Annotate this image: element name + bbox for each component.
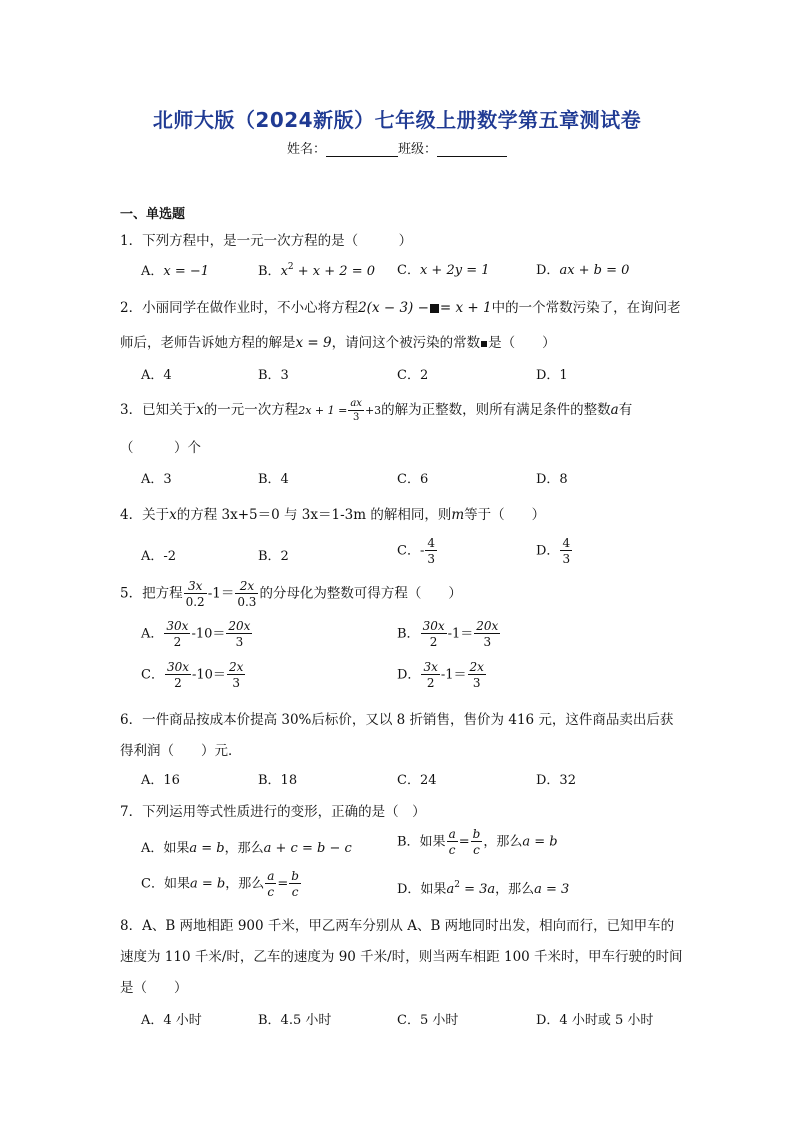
- q2-text-5: 是（ ）: [488, 335, 556, 351]
- q4-text-3: 等于（ ）: [464, 507, 546, 523]
- question-2-line-2: [120, 331, 556, 351]
- q7-option-a-condition: a = b: [189, 841, 225, 856]
- q5-fraction-2: [235, 580, 258, 608]
- q4-option-d-denominator: 3: [562, 552, 571, 566]
- q5-text-1: 5．把方程: [120, 585, 183, 602]
- q3-text-3: 的解为正整数，则所有满足条件的整数: [381, 402, 611, 418]
- q5-option-d: [397, 661, 487, 689]
- q3-equation-right: +3: [364, 404, 382, 417]
- q5-option-b: [397, 620, 501, 648]
- question-1-stem: 1．下列方程中，是一元一次方程的是（ ）: [120, 233, 413, 249]
- q5-option-d-denominator-2: 3: [472, 676, 481, 690]
- q5-fraction-1: [184, 580, 207, 608]
- q5-option-c-numerator-2: 2x: [228, 660, 244, 674]
- q4-option-c-fraction: [425, 537, 437, 565]
- question-8-line-3: 是（ ）: [120, 980, 188, 996]
- q4-option-a: A．-2: [141, 549, 177, 564]
- name-label: 姓名：: [286, 142, 326, 157]
- q4-option-d-fraction: [560, 537, 572, 565]
- q4-option-d: [536, 537, 573, 565]
- q2-equation-right: = x + 1: [439, 300, 492, 316]
- q5-option-d-middle: -1＝: [440, 667, 467, 683]
- q5-fraction-1-denominator: 0.2: [185, 595, 205, 609]
- q8-option-a: A．4 小时: [141, 1013, 202, 1028]
- q1-option-d-letter: D．: [536, 263, 560, 278]
- q3-text-1: 3．已知关于: [120, 402, 197, 418]
- q5-option-c: [141, 661, 246, 689]
- q1-option-a: [141, 260, 209, 279]
- q8-option-b: B．4.5 小时: [258, 1013, 332, 1028]
- smudge-icon: [430, 304, 439, 313]
- q5-option-d-fraction-1: [421, 661, 439, 689]
- q1-option-a-letter: A．: [141, 264, 164, 279]
- q2-option-d: D．1: [536, 368, 568, 383]
- q4-text-2: 的方程 3x+5＝0 与 3x＝1-3m 的解相同，则: [176, 507, 452, 523]
- q5-option-b-letter: B．: [397, 626, 420, 642]
- q4-option-c-letter: C．: [397, 543, 420, 559]
- q5-fraction-2-denominator: 0.3: [237, 595, 257, 609]
- question-8-line-1: 8．A、B 两地相距 900 千米，甲乙两车分别从 A、B 两地同时出发，相向而行，已知甲车的: [120, 918, 675, 934]
- q7-option-c-fraction-2: [289, 870, 301, 898]
- q2-option-b: B．3: [258, 368, 289, 383]
- q5-option-a: [141, 620, 253, 648]
- question-6-line-2: 得利润（ ）元．: [120, 743, 242, 759]
- q7-option-c-equals: =: [277, 876, 289, 892]
- q5-option-b-fraction-1: [421, 620, 447, 648]
- smudge-icon: [481, 341, 487, 347]
- q3-option-c: C．6: [397, 472, 429, 487]
- q7-option-b-numerator-2: b: [472, 827, 481, 841]
- q7-option-c-text-1: C．如果: [141, 876, 190, 892]
- q7-option-c-condition: a = b: [189, 876, 226, 892]
- q5-option-c-denominator-1: 2: [174, 676, 182, 690]
- q2-text-1: 2．小丽同学在做作业时，不小心将方程: [120, 300, 359, 316]
- q4-option-c: [397, 537, 438, 565]
- q7-option-c-numerator-1: a: [267, 869, 275, 883]
- question-3-line-2: （ ）个: [120, 440, 201, 456]
- q5-option-c-middle: -10＝: [192, 667, 226, 683]
- q4-option-c-denominator: 3: [427, 552, 435, 566]
- q3-variable-x: x: [196, 402, 204, 418]
- q7-option-b-text-2: ，那么: [483, 834, 523, 850]
- q1-option-c-expr: x + 2y = 1: [419, 263, 490, 278]
- q7-option-c-numerator-2: b: [291, 869, 299, 883]
- q7-option-c-fraction-1: [265, 870, 276, 898]
- question-2-line-1: [120, 296, 681, 316]
- q5-option-c-fraction-2: [227, 661, 245, 689]
- q1-option-b-exponent: 2: [287, 262, 294, 272]
- q5-text-3: 的分母化为整数可得方程（ ）: [259, 585, 462, 602]
- q5-option-c-letter: C．: [141, 667, 164, 683]
- question-5-stem: [120, 580, 462, 608]
- q3-option-d: D．8: [536, 472, 568, 487]
- q2-option-a: A．4: [141, 368, 172, 383]
- q5-text-2: -1＝: [207, 585, 235, 602]
- q3-text-2: 的一元一次方程: [203, 402, 299, 418]
- q7-option-d-text-1: D．如果: [397, 882, 447, 897]
- q5-option-d-numerator-2: 2x: [469, 660, 484, 674]
- q5-option-a-fraction-2: [226, 620, 252, 648]
- q7-option-b-result: a = b: [522, 834, 558, 850]
- q7-option-c-denominator-1: c: [267, 885, 275, 899]
- q4-option-c-sign: -: [419, 543, 425, 559]
- q5-option-d-letter: D．: [397, 667, 421, 683]
- q5-option-d-numerator-1: 3x: [423, 660, 438, 674]
- q5-option-b-numerator-2: 20x: [476, 619, 499, 633]
- q2-option-c: C．2: [397, 368, 429, 383]
- q3-fraction-numerator: ax: [350, 397, 362, 409]
- q7-option-b-text-1: B．如果: [397, 834, 446, 850]
- q5-option-a-letter: A．: [141, 626, 164, 642]
- q1-option-d: [536, 259, 629, 278]
- question-3-line-1: [120, 398, 632, 423]
- q5-option-a-numerator-1: 30x: [166, 619, 189, 633]
- q5-option-a-denominator-1: 2: [173, 635, 182, 649]
- q1-option-b-letter: B．: [258, 264, 281, 279]
- q7-option-b-equals: =: [458, 834, 470, 850]
- q7-option-b-denominator-1: c: [448, 843, 456, 857]
- q5-option-a-denominator-2: 3: [235, 635, 244, 649]
- name-blank: [326, 142, 398, 157]
- q3-option-b: B．4: [258, 472, 289, 487]
- q4-variable-m: m: [451, 507, 465, 523]
- q5-option-c-denominator-2: 3: [232, 676, 240, 690]
- q5-option-b-denominator-1: 2: [429, 635, 438, 649]
- q1-option-a-expr: x = −1: [163, 264, 210, 279]
- q7-option-b-fraction-2: [471, 828, 483, 856]
- q7-option-b: [397, 828, 558, 856]
- q5-option-c-numerator-1: 30x: [166, 660, 189, 674]
- q7-option-d: [397, 878, 569, 897]
- question-4-stem: [120, 503, 545, 523]
- q2-equation-left: 2(x − 3) −: [358, 300, 429, 316]
- q8-option-c: C．5 小时: [397, 1013, 459, 1028]
- q4-option-d-letter: D．: [536, 543, 560, 559]
- q7-option-a-text-1: A．如果: [141, 841, 190, 856]
- q7-option-d-base: a: [446, 882, 455, 897]
- question-7-stem: 7．下列运用等式性质进行的变形，正确的是（ ）: [120, 804, 426, 820]
- q4-option-c-numerator: 4: [427, 536, 435, 550]
- q7-option-a-text-2: ，那么: [224, 841, 264, 856]
- q5-option-b-denominator-2: 3: [483, 635, 492, 649]
- q3-option-a: A．3: [141, 472, 172, 487]
- q3-fraction-denominator: 3: [352, 411, 360, 423]
- q5-option-a-fraction-1: [164, 620, 190, 648]
- q1-option-b-rest: + x + 2 = 0: [293, 264, 375, 279]
- q1-option-d-expr: ax + b = 0: [559, 263, 630, 278]
- q4-variable-x: x: [169, 507, 177, 523]
- q3-text-4: 有: [618, 402, 633, 418]
- q2-text-4: ，请问这个被污染的常数: [331, 335, 481, 351]
- q5-option-b-middle: -1＝: [447, 626, 474, 642]
- q5-option-d-denominator-1: 2: [426, 676, 435, 690]
- q7-option-a-result: a + c = b − c: [263, 841, 352, 856]
- q5-option-a-middle: -10＝: [191, 626, 226, 642]
- q3-equation-left: 2x + 1 =: [298, 404, 348, 417]
- q3-fraction: [348, 399, 364, 423]
- q7-option-b-denominator-2: c: [473, 843, 480, 857]
- q7-option-c-text-2: ，那么: [225, 876, 265, 892]
- student-info: [0, 138, 794, 157]
- q5-fraction-2-numerator: 2x: [235, 580, 258, 594]
- q7-option-a: [141, 837, 352, 856]
- q4-option-b: B．2: [258, 549, 289, 564]
- class-label: 班级：: [398, 142, 438, 157]
- q6-option-b: B．18: [258, 773, 298, 788]
- q6-option-c: C．24: [397, 773, 437, 788]
- page-title: 北师大版（2024新版）七年级上册数学第五章测试卷: [152, 108, 642, 132]
- q2-text-2: 中的一个常数污染了，在询问老: [491, 300, 681, 316]
- q5-option-d-fraction-2: [468, 661, 486, 689]
- q5-fraction-1-numerator: 3x: [184, 580, 207, 594]
- q1-option-c-letter: C．: [397, 263, 420, 278]
- q7-option-c-denominator-2: c: [291, 885, 299, 899]
- q5-option-b-fraction-2: [474, 620, 500, 648]
- q5-option-a-numerator-2: 20x: [228, 619, 251, 633]
- q5-option-b-numerator-1: 30x: [422, 619, 445, 633]
- q3-variable-a: a: [610, 402, 619, 418]
- q7-option-b-fraction-1: [447, 828, 458, 856]
- q4-option-d-numerator: 4: [562, 536, 571, 550]
- q7-option-b-numerator-1: a: [448, 827, 456, 841]
- q6-option-d: D．32: [536, 773, 576, 788]
- q7-option-d-result: a = 3: [534, 882, 570, 897]
- q4-text-1: 4．关于: [120, 507, 170, 523]
- q8-option-d: D．4 小时或 5 小时: [536, 1013, 654, 1028]
- class-blank: [437, 142, 507, 157]
- q2-text-3: 师后，老师告诉她方程的解是: [120, 335, 296, 351]
- q7-option-d-text-2: ，那么: [495, 882, 535, 897]
- q1-option-c: [397, 259, 490, 278]
- section-heading: 一、单选题: [120, 207, 186, 222]
- q6-option-a: A．16: [141, 773, 180, 788]
- q1-option-b-base: x: [280, 264, 288, 279]
- q1-option-b: [258, 260, 375, 279]
- q7-option-d-rhs: = 3a: [459, 882, 496, 897]
- q5-option-c-fraction-1: [165, 661, 191, 689]
- q2-solution: x = 9: [295, 335, 332, 351]
- q7-option-d-exponent: 2: [454, 880, 460, 890]
- question-6-line-1: 6．一件商品按成本价提高 30%后标价，又以 8 折销售，售价为 416 元，这件商品卖出后获: [120, 712, 674, 728]
- question-8-line-2: 速度为 110 千米/时，乙车的速度为 90 千米/时，则当两车相距 100 千米时，甲车行驶的时间: [120, 949, 683, 965]
- q7-option-c: [141, 870, 302, 898]
